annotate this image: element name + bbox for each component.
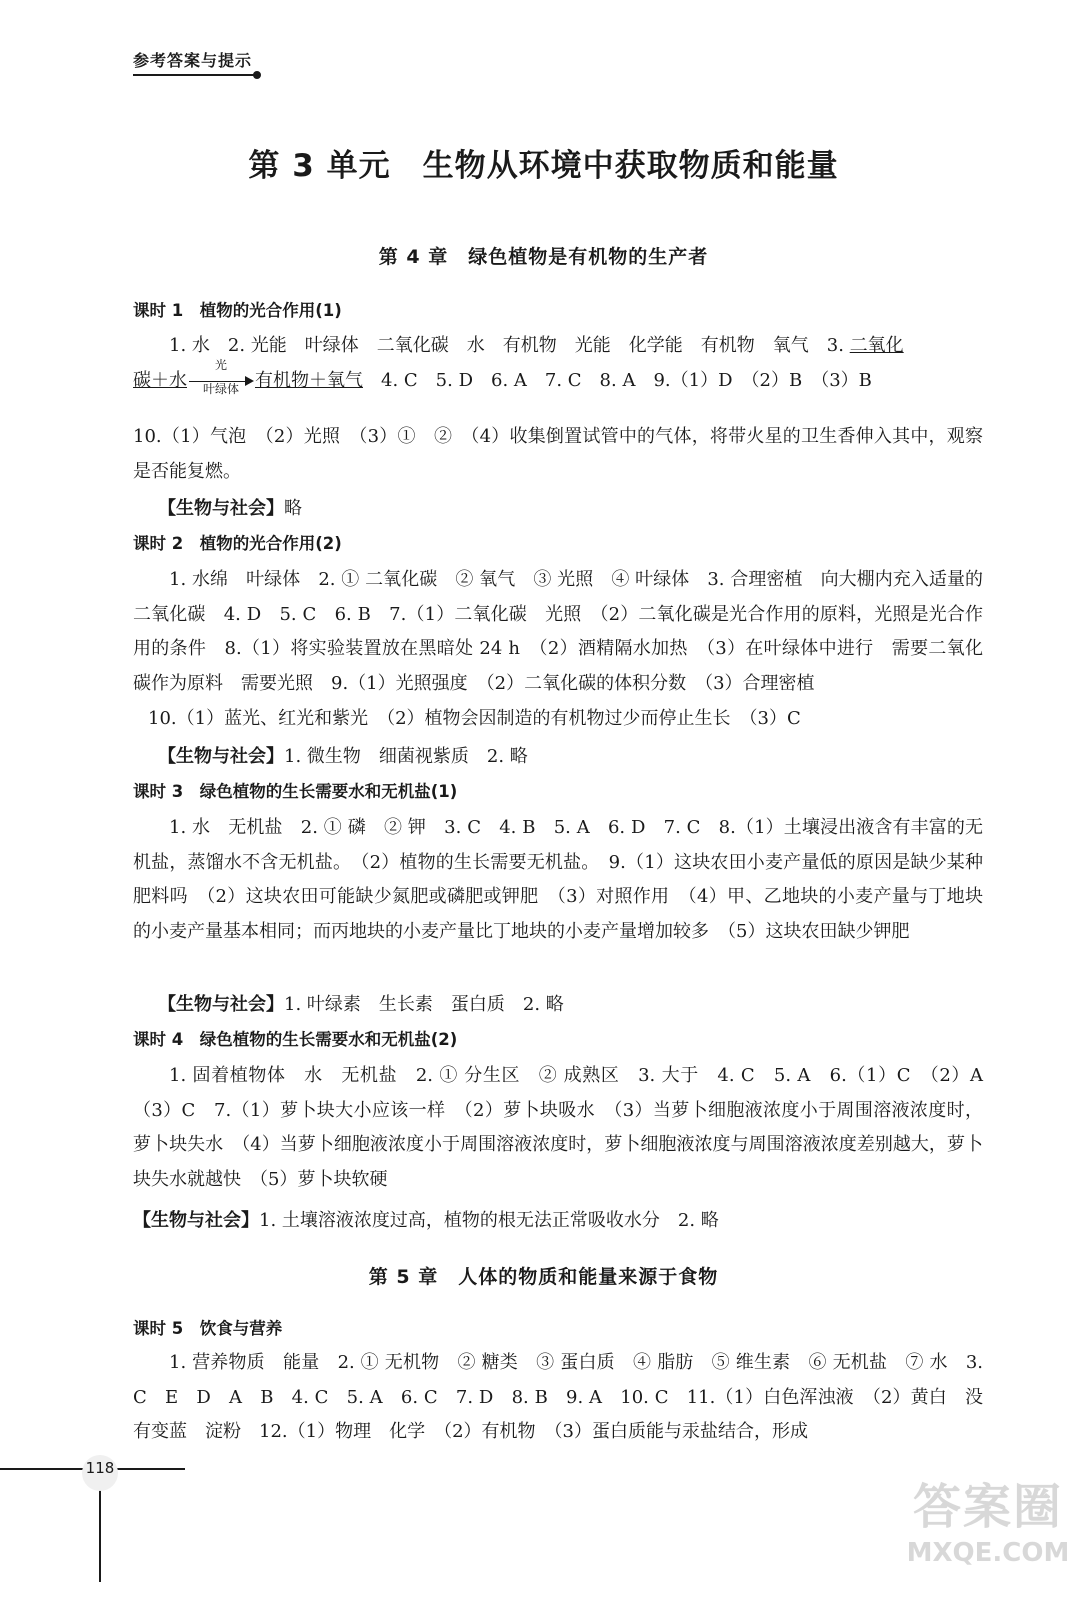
running-header: 参考答案与提示 [133,51,253,70]
society-text: 1. 微生物 细菌视紫质 2. 略 [284,746,528,767]
lesson-2-title: 课时 2 植物的光合作用(2) [133,534,342,553]
society-label: 【生物与社会】 [158,498,284,519]
lesson-5-answers [133,1346,983,1450]
lesson-3-title: 课时 3 绿色植物的生长需要水和无机盐(1) [133,782,458,801]
reaction-arrow [187,357,255,398]
society-text: 1. 叶绿素 生长素 蛋白质 2. 略 [284,994,564,1015]
lesson-2-text: 1. 水绵 叶绿体 2. ① 二氧化碳 ② 氧气 ③ 光照 ④ 叶绿体 3. 合理密植 向大棚内充入适量的二氧化碳 4. D 5. C 6. B 7.（1）二氧化碳 光照 （2）二氧化碳是光合作用的原料，光照是光合作用的条件 8.（1）将实验装置放在黑暗处 24 h （2）酒精隔水加热 （3）在叶绿体中进行 需要二氧化碳作为原料 需要光照 9.（1）光照强度 （2）二氧化碳的体积分数 （3）合理密植 [133,569,983,694]
lesson-1-equation-products: 有机物＋氧气 [255,369,363,391]
lesson-3-society [158,990,564,1016]
header-rule [133,74,255,76]
lesson-2-q10: 10.（1）蓝光、红光和紫光 （2）植物会因制造的有机物过少而停止生长 （3）C [148,708,801,729]
lesson-1-equation-start: 二氧化 [849,335,904,356]
lesson-2-society [158,742,528,768]
footer-vertical-rule [99,1490,101,1582]
chapter-4-title: 第 4 章 绿色植物是有机物的生产者 [378,246,709,268]
page-number: 118 [82,1455,118,1491]
society-label: 【生物与社会】 [133,1210,259,1231]
lesson-1-title: 课时 1 植物的光合作用(1) [133,301,342,320]
lesson-1-line1: 1. 水 2. 光能 叶绿体 二氧化碳 水 有机物 光能 化学能 有机物 氧气 3. [169,335,850,356]
society-label: 【生物与社会】 [158,994,284,1015]
lesson-2-answers [133,563,983,701]
lesson-4-title: 课时 4 绿色植物的生长需要水和无机盐(2) [133,1030,458,1049]
arrow-condition-top: 光 [214,357,227,372]
society-label: 【生物与社会】 [158,746,284,767]
unit-title: 第 3 单元 生物从环境中获取物质和能量 [248,148,839,184]
lesson-5-text: 1. 营养物质 能量 2. ① 无机物 ② 糖类 ③ 蛋白质 ④ 脂肪 ⑤ 维生素 ⑥ 无机盐 ⑦ 水 3. C E D A B 4. C 5. A 6. C 7. D 8. B 9. A 10. C 11.（1）白色浑浊液 （2）黄白 没有变蓝 淀粉 12.（1）物理 化学 （2）有机物 （3）蛋白质能与汞盐结合，形成 [133,1352,983,1442]
lesson-1-society [158,494,302,520]
arrow-condition-bottom: 叶绿体 [202,381,239,396]
watermark-logo: 答案圈 [912,1479,1063,1535]
watermark-url: MXQE.COM [906,1538,1070,1568]
lesson-4-society [133,1206,719,1232]
chapter-5-title: 第 5 章 人体的物质和能量来源于食物 [368,1266,719,1288]
society-text: 1. 土壤溶液浓度过高，植物的根无法正常吸收水分 2. 略 [259,1210,719,1231]
header-dot [253,71,261,79]
lesson-1-line2-rest: 4. C 5. D 6. A 7. C 8. A 9.（1）D （2）B （3）B [363,369,872,391]
lesson-3-answers [133,811,983,949]
society-text: 略 [284,498,302,519]
lesson-4-text: 1. 固着植物体 水 无机盐 2. ① 分生区 ② 成熟区 3. 大于 4. C 5. A 6.（1）C （2）A （3）C 7.（1）萝卜块大小应该一样 （2）萝卜块吸水 （3）当萝卜细胞液浓度小于周围溶液浓度时，萝卜块失水 （4）当萝卜细胞液浓度小于周围溶液浓度时，萝卜细胞液浓度与周围溶液浓度差别越大，萝卜块失水就越快 （5）萝卜块软硬 [133,1065,1001,1190]
lesson-1-equation-reactants: 碳＋水 [133,369,187,391]
lesson-1-answers [133,329,983,398]
watermark [898,1468,1078,1588]
lesson-5-title: 课时 5 饮食与营养 [133,1319,283,1338]
lesson-1-q10: 10.（1）气泡 （2）光照 （3）① ② （4）收集倒置试管中的气体，将带火星的卫生香伸入其中，观察是否能复燃。 [133,426,983,482]
lesson-4-answers [133,1059,1001,1197]
lesson-3-text: 1. 水 无机盐 2. ① 磷 ② 钾 3. C 4. B 5. A 6. D 7. C 8.（1）土壤浸出液含有丰富的无机盐，蒸馏水不含无机盐。 （2）植物的生长需要无机盐。 9.（1）这块农田小麦产量低的原因是缺少某种肥料吗 （2）这块农田可能缺少氮肥或磷肥或钾肥 （3）对照作用 （4）甲、乙地块的小麦产量与丁地块的小麦产量基本相同；而丙地块的小麦产量比丁地块的小麦产量增加较多 （5）这块农田缺少钾肥 [133,817,983,942]
